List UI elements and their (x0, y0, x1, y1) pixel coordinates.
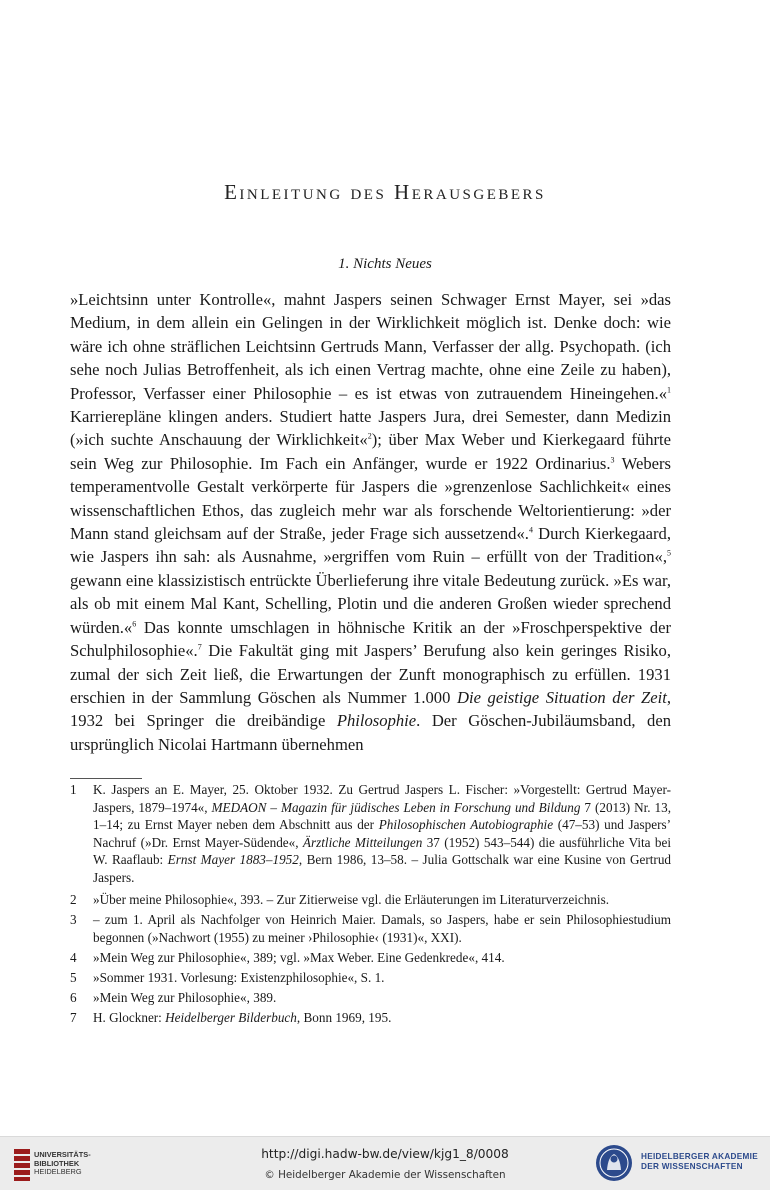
footnote-ref[interactable]: 2 (367, 431, 372, 441)
work-title: Philosophie (336, 711, 417, 731)
footnote-number: 5 (70, 969, 77, 985)
university-library-name: UNIVERSITÄTS- BIBLIOTHEK HEIDELBERG (34, 1150, 91, 1177)
footnote-1: 1 K. Jaspers an E. Mayer, 25. Oktober 1932. Zu Gertrud Jaspers L. Fischer: »Vorgestellt: Gertrud Mayer-Jaspers, 1879–1974«, MEDAON – Magazin für jüdisches Leben in Forschung und Bildung 7 (2013) Nr. 13, 1–14; zu Ernst Mayer neben dem Abschnitt aus der Philosophischen Autobiographie (47–53) und Jaspers’ Nachruf (»Dr. Ernst Mayer-Südende«, Ärztliche Mitteilungen 37 (1952) 543–544) die ausführliche Vita bei W. Raaflaub: Ernst Mayer 1883–1952, Bern 1986, 13–58. – Julia Gottschalk war eine Kusine von Gertrud Jaspers. (70, 782, 672, 885)
footnote-7: 7 H. Glockner: Heidelberger Bilderbuch, Bonn 1969, 195. (70, 1009, 392, 1025)
footnote-number: 2 (70, 892, 77, 908)
footnote-number: 4 (70, 949, 77, 965)
footnote-ref[interactable]: 5 (667, 548, 671, 558)
footnote-divider (70, 778, 142, 779)
work-title: Die geistige Situation der Zeit (456, 687, 667, 707)
academy-seal-icon (594, 1143, 634, 1183)
footer-bar (0, 1136, 770, 1190)
body-text (70, 288, 671, 756)
footnote-3: 3 – zum 1. April als Nachfolger von Heinrich Maier. Damals, so Jaspers, habe er sein Philosophiestudium begonnen (»Nachwort (1955) zu meiner ›Philosophie‹ (1931)«, XXI). (70, 912, 671, 945)
copyright-notice: © Heidelberger Akademie der Wissenschaften (264, 1169, 506, 1181)
body-paragraph: »Leichtsinn unter Kontrolle«, mahnt Jaspers seinen Schwager Ernst Mayer, sei »das Medium, in dem allein ein Gelingen in der Wirklichkeit möglich ist. Denke doch: wie wäre ich ohne sträflichen Leichtsinn Gertruds Mann, Verfasser der allg. Psychopath. (ich sehe noch Julias Betroffenheit, als ich einen Vertrag machte, ohne eine Zeile zu haben), Professor, Verfasser einer Philosophie – es ist etwas von zutrauendem Hineingehen.«$^1$ Karrierepläne klingen anders. Studiert hatte Jaspers Jura, drei Semester, dann Medizin (»ich suchte Anschauung der Wirklichkeit«$^2$); über Max Weber und Kierkegaard führte sein Weg zur Philosophie. Im Fach ein Anfänger, wurde er 1922 Ordinarius.$^3$ Webers temperamentvolle Gestalt verkörperte für Jaspers die »grenzenlose Sachlichkeit« eines wissenschaftlichen Ethos, das zugleich mehr war als forschende Weltorientierung: »der Mann stand gleichsam auf der Straße, jeder Frage sich aussetzend«.$^4$ Durch Kierkegaard, wie Jaspers ihn sah: als Ausnahme, »ergriffen vom Ruin – erfüllt von der Tradition«,$^5$ gewann eine klassizistisch entrückte Überlieferung ihre vitale Bedeutung zurück. »Es war, als ob mit einem Mal Kant, Schelling, Plotin und die anderen Großen wieder sprechend würden.«$^6$ Das konnte umschlagen in höhnische Kritik an der »Froschperspektive der Schulphilosophie«.$^7$ Die Fakultät ging mit Jaspers’ Berufung also kein geringes Risiko, zumal der sich Zeit ließ, die Erwartungen der Zunft monographisch zu erfüllen. 1931 erschien in der Sammlung Göschen als Nummer 1.000 Die geistige Situation der Zeit, 1932 bei Springer die dreibändige Philosophie. Der Göschen-Jubiläumsband, den ursprünglich Nicolai Hartmann übernehmen (70, 290, 672, 754)
footnote-ref[interactable]: 6 (132, 619, 137, 629)
footnote-2: 2 »Über meine Philosophie«, 393. – Zur Zitierweise vgl. die Erläuterungen im Literaturverzeichnis. (70, 892, 609, 908)
footnote-5: 5 »Sommer 1931. Vorlesung: Existenzphilosophie«, S. 1. (70, 969, 385, 985)
footnote-ref[interactable]: 7 (197, 642, 202, 652)
academy-name: HEIDELBERGER AKADEMIE DER WISSENSCHAFTEN (641, 1152, 758, 1171)
footnotes (70, 781, 671, 1029)
footnote-number: 6 (70, 989, 77, 1005)
footnote-4: 4 »Mein Weg zur Philosophie«, 389; vgl. »Max Weber. Eine Gedenkrede«, 414. (70, 949, 505, 965)
footnote-number: 3 (70, 912, 77, 928)
section-heading: 1. Nichts Neues (338, 256, 432, 272)
footnote-number: 1 (70, 782, 77, 797)
page-url-link[interactable]: http://digi.hadw-bw.de/view/kjg1_8/0008 (261, 1147, 509, 1161)
academy-logo[interactable] (594, 1143, 634, 1183)
footnote-ref[interactable]: 3 (610, 455, 615, 465)
footnote-number: 7 (70, 1009, 77, 1025)
footnote-ref[interactable]: 1 (667, 385, 671, 395)
footnote-ref[interactable]: 4 (528, 525, 533, 535)
chapter-title: Einleitung des Herausgebers (224, 180, 546, 204)
footnote-6: 6 »Mein Weg zur Philosophie«, 389. (70, 989, 277, 1005)
